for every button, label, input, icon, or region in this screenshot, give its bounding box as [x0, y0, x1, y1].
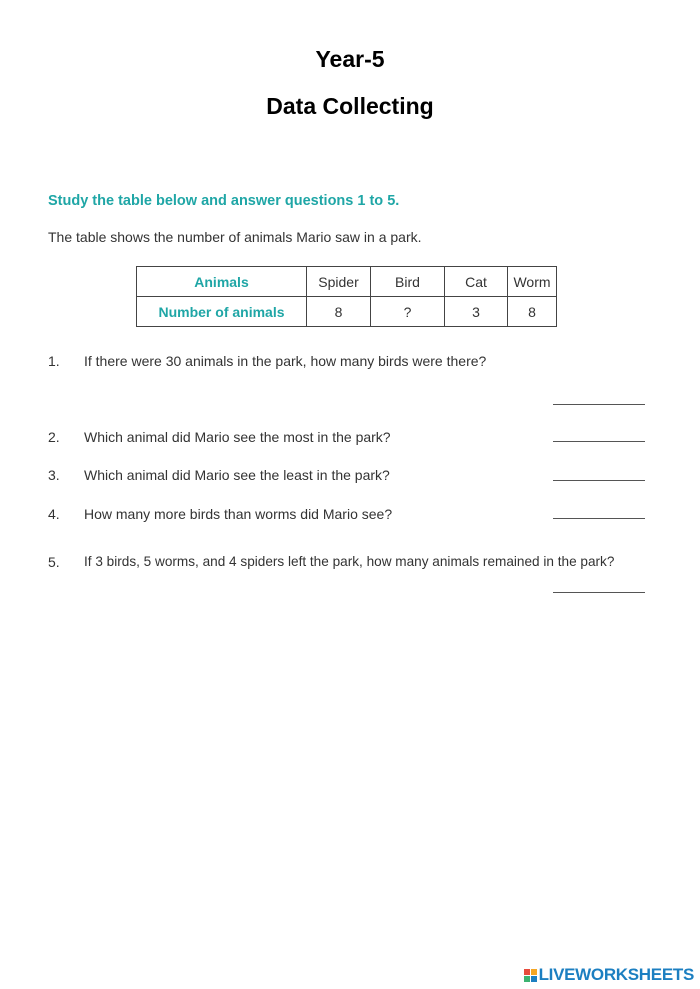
animal-cell: Bird [371, 267, 445, 297]
answer-line-1[interactable] [553, 404, 645, 405]
animal-cell: Worm [508, 267, 557, 297]
intro-text: The table shows the number of animals Mario saw in a park. [48, 229, 422, 245]
answer-line-3[interactable] [553, 480, 645, 481]
logo-square [531, 969, 537, 975]
table-row [137, 297, 557, 327]
logo-square [524, 976, 530, 982]
question-number: 4. [48, 506, 60, 522]
question-text: Which animal did Mario see the most in the park? [84, 429, 391, 445]
count-cell: 8 [508, 297, 557, 327]
count-cell: 3 [445, 297, 508, 327]
row-header-number: Number of animals [137, 297, 307, 327]
worksheet-subtitle: Data Collecting [266, 93, 434, 119]
liveworksheets-footer [524, 965, 694, 985]
question-text: How many more birds than worms did Mario see? [84, 506, 393, 522]
question-number: 2. [48, 429, 60, 445]
question-text: If 3 birds, 5 worms, and 4 spiders left the park, how many animals remained in the park? [84, 554, 615, 569]
question-number: 5. [48, 554, 60, 570]
answer-line-2[interactable] [553, 441, 645, 442]
question-text: If there were 30 animals in the park, how many birds were there? [84, 353, 487, 369]
count-cell: ? [371, 297, 445, 327]
animal-cell: Spider [307, 267, 371, 297]
question-text: Which animal did Mario see the least in the park? [84, 467, 390, 483]
question-number: 1. [48, 353, 60, 369]
table-row [137, 267, 557, 297]
logo-square [531, 976, 537, 982]
liveworksheets-logo-icon [524, 969, 537, 982]
answer-line-4[interactable] [553, 518, 645, 519]
question-number: 3. [48, 467, 60, 483]
instruction-text: Study the table below and answer questions 1 to 5. [48, 193, 400, 209]
worksheet-title: Year-5 [315, 46, 385, 72]
row-header-animals: Animals [137, 267, 307, 297]
answer-line-5[interactable] [553, 592, 645, 593]
animal-cell: Cat [445, 267, 508, 297]
animal-data-table [136, 266, 557, 327]
logo-square [524, 969, 530, 975]
brand-name: LIVEWORKSHEETS [538, 965, 694, 984]
count-cell: 8 [307, 297, 371, 327]
